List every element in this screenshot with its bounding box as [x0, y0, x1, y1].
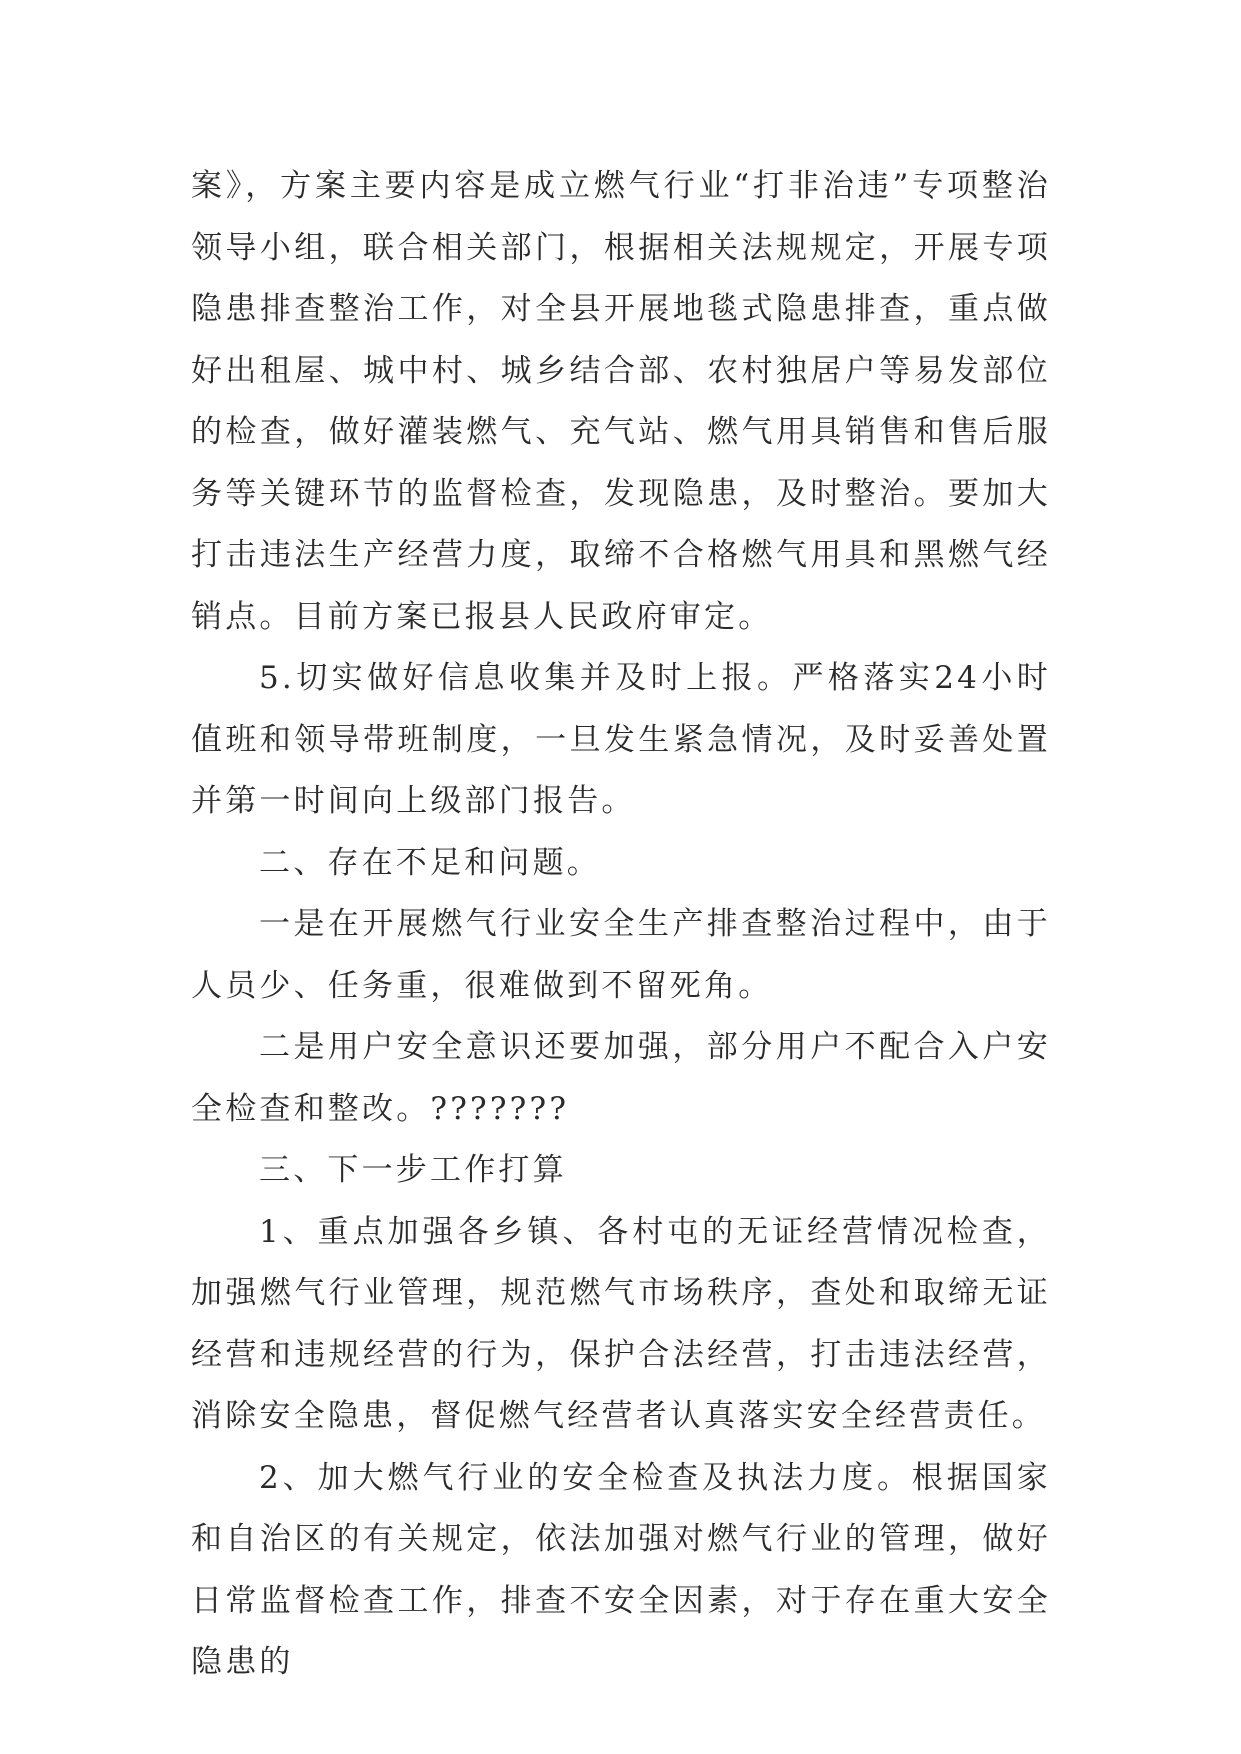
- section-heading-problems: 二、存在不足和问题。: [259, 844, 601, 881]
- paragraph-next-step-two: 2、加大燃气行业的安全检查及执法力度。根据国家和自治区的有关规定，依法加强对燃气行业的管理，做好日常监督检查工作，排查不安全因素，对于存在重大安全隐患的: [191, 1459, 1051, 1680]
- section-heading-next-steps: 三、下一步工作打算: [259, 1152, 567, 1188]
- paragraph-info-reporting: 5.切实做好信息收集并及时上报。严格落实24小时值班和领导带班制度，一旦发生紧急情况，及时妥善处置并第一时间向上级部门报告。: [191, 660, 1051, 819]
- paragraph-plan-content: 案》，方案主要内容是成立燃气行业“打非治违”专项整治领导小组，联合相关部门，根据相关法规规定，开展专项隐患排查整治工作，对全县开展地毯式隐患排查，重点做好出租屋、城中村、城乡结合部、农村独居户等易发部位的检查，做好灌装燃气、充气站、燃气用具销售和售后服务等关键环节的监督检查，发现隐患，及时整治。要加大打击违法生产经营力度，取缔不合格燃气用具和黑燃气经销点。目前方案已报县人民政府审定。: [191, 168, 1051, 635]
- paragraph-next-step-one: 1、重点加强各乡镇、各村屯的无证经营情况检查，加强燃气行业管理，规范燃气市场秩序，查处和取缔无证经营和违规经营的行为，保护合法经营，打击违法经营，消除安全隐患，督促燃气经营者认真落实安全经营责任。: [191, 1213, 1051, 1434]
- paragraph-problem-two: 二是用户安全意识还要加强，部分用户不配合入户安全检查和整改。???????: [191, 1029, 1051, 1127]
- paragraph-problem-one: 一是在开展燃气行业安全生产排查整治过程中，由于人员少、任务重，很难做到不留死角。: [191, 906, 1051, 1004]
- document-body: [191, 156, 1051, 1694]
